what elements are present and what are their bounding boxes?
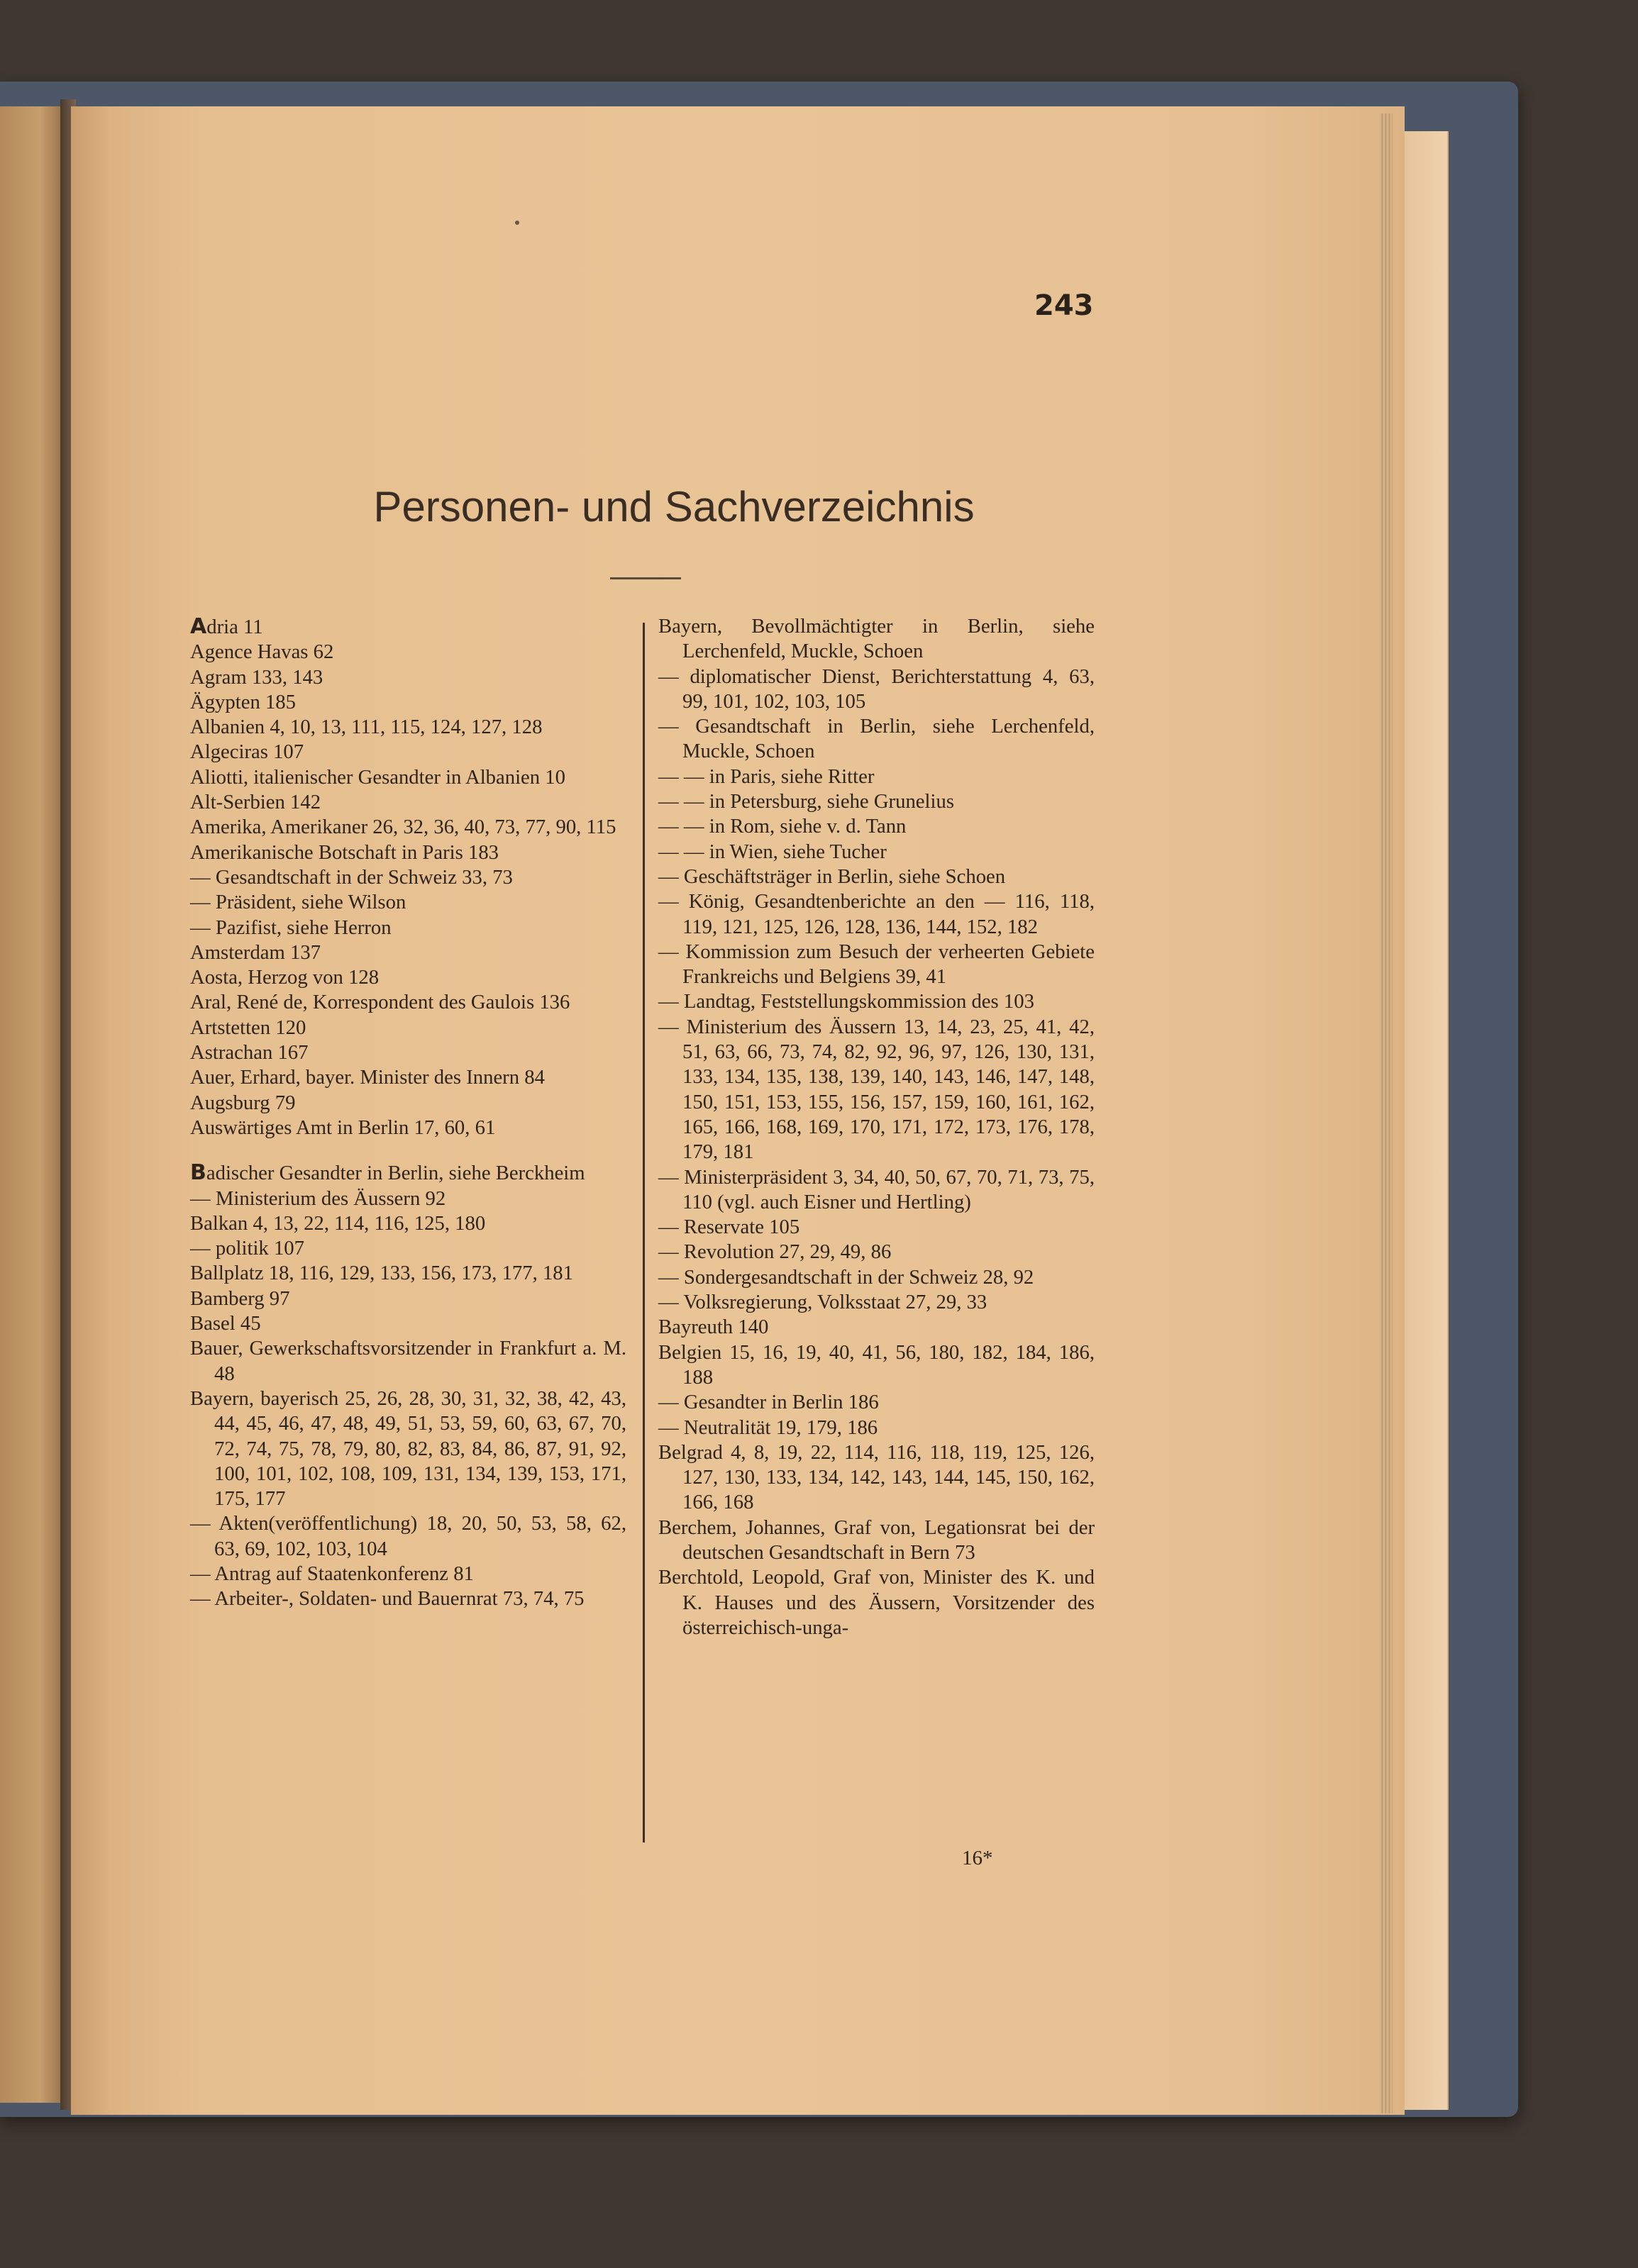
index-entry bbox=[190, 916, 626, 940]
entry-text: Aosta, Herzog von 128 bbox=[190, 966, 380, 989]
index-entry bbox=[190, 790, 626, 815]
entry-text: — Neutralität 19, 179, 186 bbox=[658, 1416, 878, 1439]
index-entry bbox=[190, 1160, 626, 1186]
entry-text: Bamberg 97 bbox=[190, 1286, 290, 1310]
entry-text: Alt-Serbien 142 bbox=[190, 791, 321, 814]
index-entry bbox=[658, 1440, 1095, 1516]
index-entry bbox=[658, 889, 1095, 940]
entry-text: Algeciras 107 bbox=[190, 740, 304, 764]
entry-text: Agence Havas 62 bbox=[190, 640, 334, 664]
index-entry bbox=[190, 1186, 626, 1211]
entry-text: Bayern, bayerisch 25, 26, 28, 30, 31, 32, 38, 42, 43, 44, 45, 46, 47, 48, 49, 51, 53, 59, 60, 63, 67, 70, 72, 74, 75, 78, 79, 80, 82, 83, 84, 86, 87, 91, 92, 100, 101, 102, 108, 109, 131, 134, 139, 153, 171, 175, 177 bbox=[190, 1386, 626, 1511]
entry-text: Auswärtiges Amt in Berlin 17, 60, 61 bbox=[190, 1116, 496, 1139]
index-entry bbox=[658, 614, 1095, 665]
index-entry bbox=[190, 1286, 626, 1311]
entry-initial: A bbox=[190, 614, 207, 639]
entry-text: Balkan 4, 13, 22, 114, 116, 125, 180 bbox=[190, 1211, 486, 1235]
entry-text: Albanien 4, 10, 13, 111, 115, 124, 127, 128 bbox=[190, 716, 543, 739]
entry-text: Amerikanische Botschaft in Paris 183 bbox=[190, 840, 499, 864]
index-entry bbox=[190, 740, 626, 765]
entry-text: — diplomatischer Dienst, Berichterstattung 4, 63, 99, 101, 102, 103, 105 bbox=[658, 665, 1095, 713]
entry-text: — Pazifist, siehe Herron bbox=[190, 916, 392, 939]
entry-text: — Geschäftsträger in Berlin, siehe Schoen bbox=[658, 865, 1006, 888]
entry-text: — Reservate 105 bbox=[658, 1216, 800, 1239]
index-entry bbox=[658, 1240, 1095, 1264]
entry-text: — Volksregierung, Volksstaat 27, 29, 33 bbox=[658, 1291, 987, 1314]
index-entry bbox=[190, 990, 626, 1015]
entry-text: Belgien 15, 16, 19, 40, 41, 56, 180, 182, 184, 186, 188 bbox=[658, 1340, 1095, 1389]
entry-text: — — in Paris, siehe Ritter bbox=[658, 765, 875, 788]
index-entry bbox=[190, 1336, 626, 1386]
entry-text: Basel 45 bbox=[190, 1312, 261, 1335]
entry-text: Aral, René de, Korrespondent des Gaulois 136 bbox=[190, 991, 570, 1014]
index-entry bbox=[658, 989, 1095, 1014]
index-entry bbox=[190, 614, 626, 640]
index-entry bbox=[658, 665, 1095, 715]
entry-text: Artstetten 120 bbox=[190, 1016, 306, 1039]
entry-text: Agram 133, 143 bbox=[190, 665, 323, 689]
index-entry bbox=[658, 840, 1095, 865]
index-entry bbox=[190, 690, 626, 715]
entry-text: Ägypten 185 bbox=[190, 690, 296, 713]
index-entry bbox=[190, 1261, 626, 1286]
index-entry bbox=[658, 940, 1095, 990]
entry-text: — — in Wien, siehe Tucher bbox=[658, 840, 887, 863]
index-entry bbox=[190, 640, 626, 665]
entry-text: Belgrad 4, 8, 19, 22, 114, 116, 118, 119, 125, 126, 127, 130, 133, 134, 142, 143, 144, 145, 150, 162, 166, 168 bbox=[658, 1440, 1095, 1514]
index-entry bbox=[190, 665, 626, 690]
index-entry bbox=[190, 1562, 626, 1586]
entry-text: — Ministerpräsident 3, 34, 40, 50, 67, 70, 71, 73, 75, 110 (vgl. auch Eisner und Hertling) bbox=[658, 1165, 1095, 1213]
entry-text: — Präsident, siehe Wilson bbox=[190, 891, 406, 914]
index-entry bbox=[658, 814, 1095, 839]
entry-text: — Akten(veröffentlichung) 18, 20, 50, 53, 58, 62, 63, 69, 102, 103, 104 bbox=[190, 1512, 626, 1560]
index-entry bbox=[190, 715, 626, 740]
entry-text: — — in Petersburg, siehe Grunelius bbox=[658, 790, 954, 813]
entry-text: — Antrag auf Staatenkonferenz 81 bbox=[190, 1562, 474, 1585]
index-entry bbox=[658, 1390, 1095, 1415]
entry-text: — Ministerium des Äussern 13, 14, 23, 25, 41, 42, 51, 63, 66, 73, 74, 82, 92, 96, 97, 126, 130, 131, 133, 134, 135, 138, 139, 140, 143, 146, 147, 148, 150, 151, 153, 155, 156, 157, 159, 160, 161, 162, 165, 166, 168, 169, 170, 171, 172, 173, 176, 178, 179, 181 bbox=[658, 1015, 1095, 1164]
index-entry bbox=[190, 1236, 626, 1261]
title-rule bbox=[610, 577, 681, 579]
index-entry bbox=[190, 940, 626, 965]
entry-text: Auer, Erhard, bayer. Minister des Innern 84 bbox=[190, 1066, 545, 1089]
entry-text: — Arbeiter-, Soldaten- und Bauernrat 73, 74, 75 bbox=[190, 1587, 585, 1611]
index-entry bbox=[190, 1586, 626, 1611]
index-entry bbox=[190, 1091, 626, 1116]
index-column-left bbox=[190, 614, 626, 1612]
index-entry bbox=[190, 1211, 626, 1236]
index-entry bbox=[658, 789, 1095, 814]
entry-text: — Kommission zum Besuch der verheerten Gebiete Frankreichs und Belgiens 39, 41 bbox=[658, 940, 1095, 989]
entry-text: — politik 107 bbox=[190, 1237, 304, 1260]
entry-text: — Sondergesandtschaft in der Schweiz 28, 92 bbox=[658, 1265, 1034, 1289]
entry-text: dria 11 bbox=[206, 616, 263, 638]
index-entry bbox=[658, 1340, 1095, 1391]
page-title: Personen- und Sachverzeichnis bbox=[373, 483, 975, 530]
index-column-right bbox=[658, 614, 1095, 1640]
page-stack-edge bbox=[1380, 113, 1393, 2113]
entry-text: — Landtag, Feststellungskommission des 103 bbox=[658, 990, 1034, 1013]
entry-text: Berchtold, Leopold, Graf von, Minister des K. und K. Hauses und des Äussern, Vorsitzender des österreichisch-unga- bbox=[658, 1566, 1095, 1639]
entry-text: adischer Gesandter in Berlin, siehe Berckheim bbox=[206, 1162, 585, 1185]
index-entry bbox=[190, 965, 626, 990]
entry-text: — — in Rom, siehe v. d. Tann bbox=[658, 815, 907, 838]
entry-text: Ballplatz 18, 116, 129, 133, 156, 173, 177, 181 bbox=[190, 1262, 573, 1285]
entry-text: — Ministerium des Äussern 92 bbox=[190, 1186, 446, 1210]
index-entry bbox=[190, 1040, 626, 1065]
previous-page-edge bbox=[0, 106, 67, 2103]
entry-text: — König, Gesandtenberichte an den — 116, 118, 119, 121, 125, 126, 128, 136, 144, 152, 182 bbox=[658, 890, 1095, 938]
index-entry bbox=[658, 1565, 1095, 1640]
entry-text: — Gesandtschaft in der Schweiz 33, 73 bbox=[190, 865, 513, 889]
index-entry bbox=[658, 1265, 1095, 1290]
column-divider bbox=[643, 623, 645, 1842]
entry-text: Bauer, Gewerkschaftsvorsitzender in Frankfurt a. M. 48 bbox=[190, 1337, 626, 1385]
index-entry bbox=[190, 1311, 626, 1336]
index-entry bbox=[658, 765, 1095, 789]
page-number: 243 bbox=[1034, 289, 1094, 322]
paper-speck bbox=[515, 221, 519, 225]
index-entry bbox=[658, 1315, 1095, 1340]
index-entry bbox=[658, 1015, 1095, 1165]
index-entry bbox=[658, 1290, 1095, 1315]
index-entry bbox=[658, 1215, 1095, 1240]
entry-text: — Gesandtschaft in Berlin, siehe Lerchenfeld, Muckle, Schoen bbox=[658, 715, 1095, 763]
index-entry bbox=[190, 1511, 626, 1562]
entry-initial: B bbox=[190, 1160, 206, 1186]
entry-text: Amsterdam 137 bbox=[190, 940, 321, 964]
entry-text: Aliotti, italienischer Gesandter in Albanien 10 bbox=[190, 765, 565, 789]
index-entry bbox=[190, 865, 626, 890]
index-entry bbox=[658, 865, 1095, 889]
index-entry bbox=[190, 890, 626, 915]
entry-text: — Revolution 27, 29, 49, 86 bbox=[658, 1240, 892, 1264]
signature-mark: 16* bbox=[962, 1847, 993, 1869]
index-entry bbox=[190, 1065, 626, 1090]
index-entry bbox=[658, 714, 1095, 765]
index-entry bbox=[190, 1116, 626, 1140]
entry-text: — Gesandter in Berlin 186 bbox=[658, 1391, 879, 1414]
entry-text: Bayern, Bevollmächtigter in Berlin, siehe Lerchenfeld, Muckle, Schoen bbox=[658, 615, 1095, 663]
index-entry bbox=[190, 840, 626, 865]
index-entry bbox=[190, 815, 626, 840]
index-entry bbox=[658, 1516, 1095, 1566]
index-entry bbox=[190, 1386, 626, 1511]
entry-text: Berchem, Johannes, Graf von, Legationsrat bei der deutschen Gesandtschaft in Bern 73 bbox=[658, 1516, 1095, 1564]
entry-text: Augsburg 79 bbox=[190, 1091, 296, 1114]
index-entry bbox=[658, 1165, 1095, 1216]
entry-text: Bayreuth 140 bbox=[658, 1316, 769, 1339]
index-entry bbox=[658, 1416, 1095, 1440]
entry-text: Amerika, Amerikaner 26, 32, 36, 40, 73, 77, 90, 115 bbox=[190, 816, 616, 839]
index-entry bbox=[190, 765, 626, 790]
entry-text: Astrachan 167 bbox=[190, 1041, 309, 1064]
index-entry bbox=[190, 1016, 626, 1040]
